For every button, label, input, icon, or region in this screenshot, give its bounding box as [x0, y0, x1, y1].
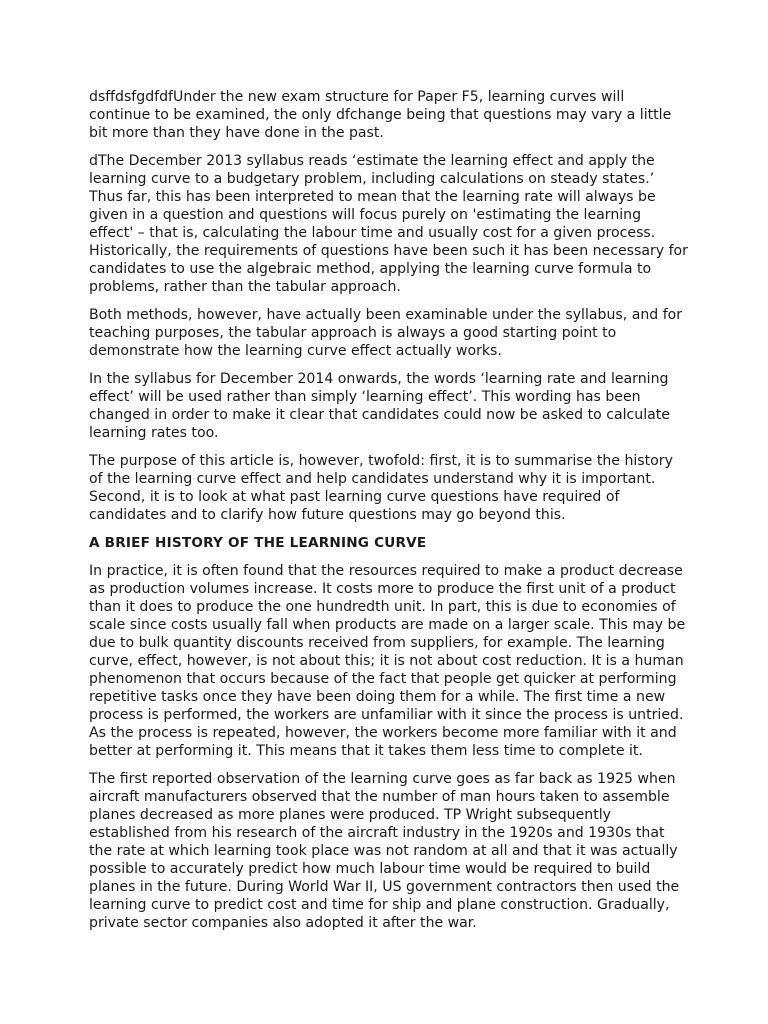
- paragraph-syllabus-2014: In the syllabus for December 2014 onwards, the words ‘learning rate and learning effect’ will be used rather than simply ‘learning effect’. This wording has been changed in order to make it clear that candidates could now be asked to calculate learning rates too.: [89, 371, 670, 441]
- paragraph-purpose: The purpose of this article is, however, twofold: first, it is to summarise the history of the learning curve effect and help candidates understand why it is important. Second, it is to look at what past learning curve questions have required of candidates and to clarify how future questions may go beyond this.: [89, 453, 673, 523]
- section-heading: A BRIEF HISTORY OF THE LEARNING CURVE: [89, 535, 427, 551]
- document-page: [89, 88, 689, 942]
- paragraph-first-observation: The first reported observation of the learning curve goes as far back as 1925 when aircraft manufacturers observed that the number of man hours taken to assemble planes decreased as more planes were produced. TP Wright subsequently established from his research of the aircraft industry in the 1920s and 1930s that the rate at which learning took place was not random at all and that it was actually possible to accurately predict how much labour time would be required to build planes in the future. During World War II, US government contractors then used the learning curve to predict cost and time for ship and plane construction. Gradually, private sector companies also adopted it after the war.: [89, 771, 680, 931]
- paragraph-practice: In practice, it is often found that the resources required to make a product decrease as production volumes increase. It costs more to produce the first unit of a product than it does to produce the one hundredth unit. In part, this is due to economies of scale since costs usually fall when products are made on a larger scale. This may be due to bulk quantity discounts received from suppliers, for example. The learning curve, effect, however, is not about this; it is not about cost reduction. It is a human phenomenon that occurs because of the fact that people get quicker at performing repetitive tasks once they have been doing them for a while. The first time a new process is performed, the workers are unfamiliar with it since the process is untried. As the process is repeated, however, the workers become more familiar with it and better at performing it. This means that it takes them less time to complete it.: [89, 563, 686, 759]
- paragraph-intro: dsffdsfgdfdfUnder the new exam structure for Paper F5, learning curves will continue to be examined, the only dfchange being that questions may vary a little bit more than they have done in the past.: [89, 89, 672, 141]
- paragraph-methods: Both methods, however, have actually been examinable under the syllabus, and for teaching purposes, the tabular approach is always a good starting point to demonstrate how the learning curve effect actually works.: [89, 307, 683, 359]
- paragraph-syllabus-2013: dThe December 2013 syllabus reads ‘estimate the learning effect and apply the learning curve to a budgetary problem, including calculations on steady states.’ Thus far, this has been interpreted to mean that the learning rate will always be given in a question and questions will focus purely on 'estimating the learning effect' – that is, calculating the labour time and usually cost for a given process. Historically, the requirements of questions have been such it has been necessary for candidates to use the algebraic method, applying the learning curve formula to problems, rather than the tabular approach.: [89, 153, 688, 295]
